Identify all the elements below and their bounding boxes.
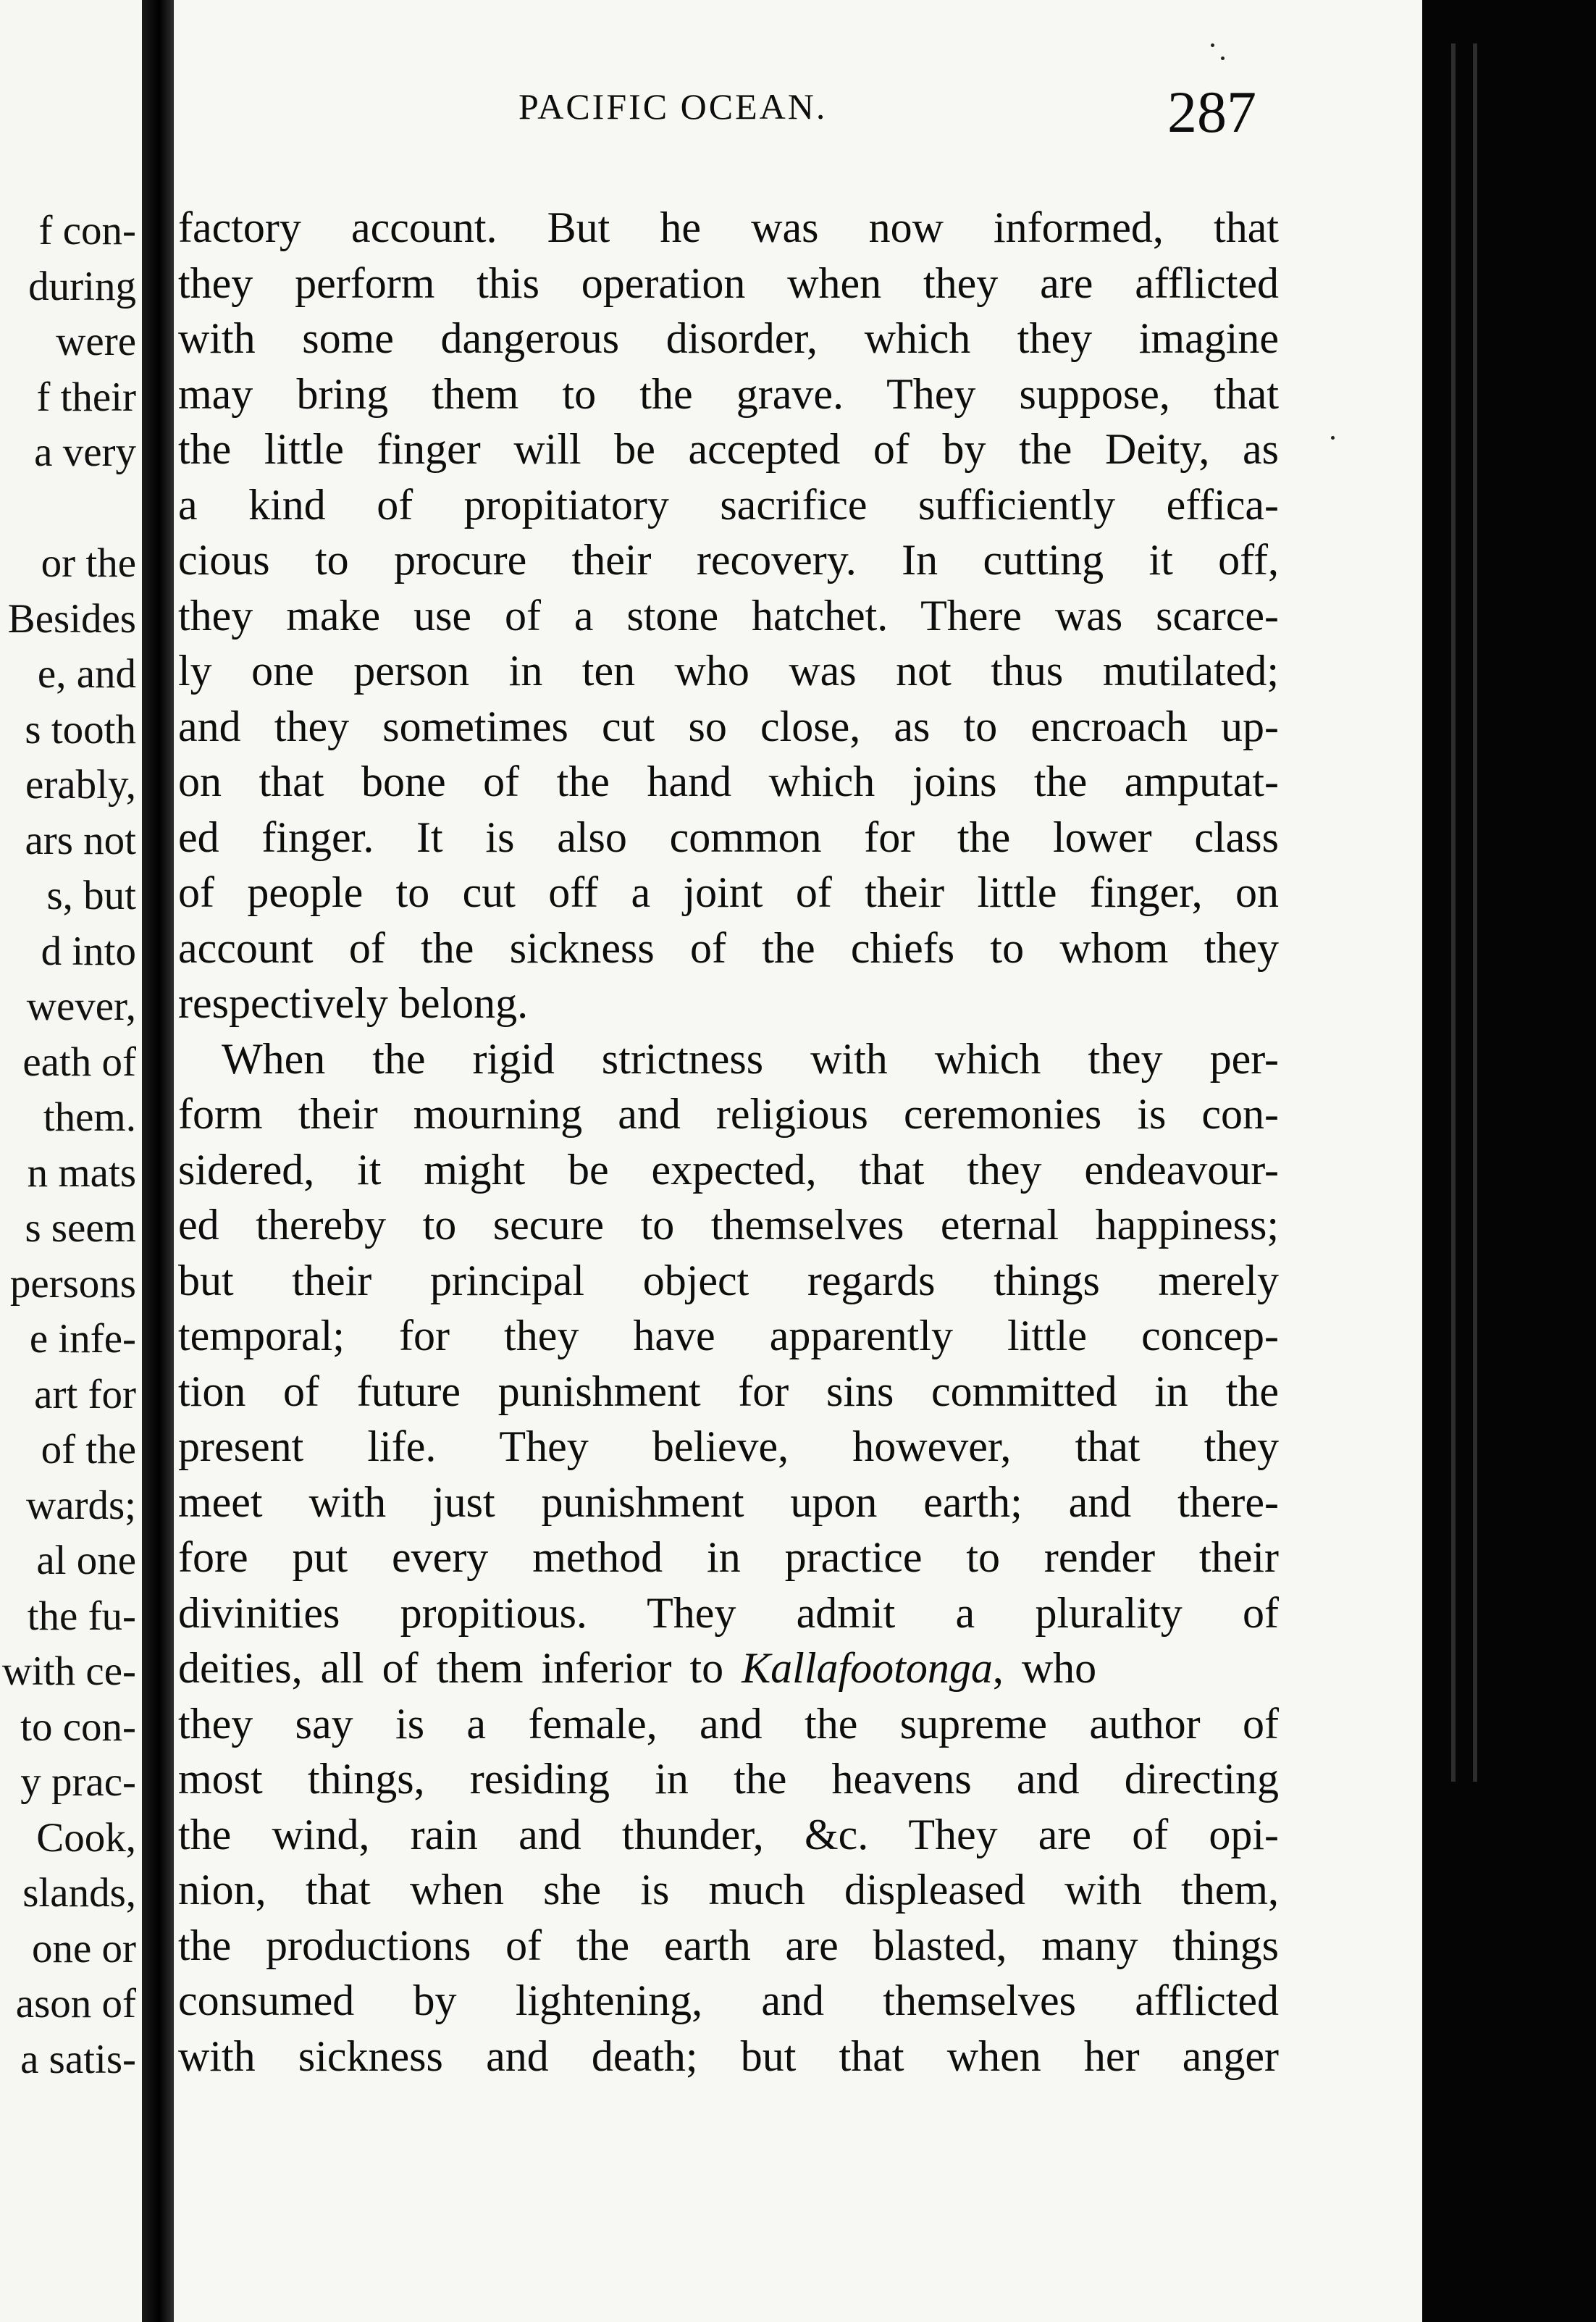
previous-page-line-fragment: e, and <box>37 651 136 697</box>
previous-page-line-fragment: the fu- <box>27 1593 136 1639</box>
page-body-text <box>178 200 1279 2084</box>
text-line: ed thereby to secure to themselves eternal happiness; <box>178 1201 1279 1249</box>
previous-page-line-fragment: one or <box>31 1925 136 1971</box>
text-line: ed finger. It is also common for the lower class <box>178 813 1279 861</box>
previous-page-line-fragment: d into <box>41 928 136 974</box>
book-gutter <box>142 0 171 2322</box>
text-line: fore put every method in practice to render their <box>178 1533 1279 1581</box>
text-line: temporal; for they have apparently little concep- <box>178 1312 1279 1359</box>
previous-page-line-fragment: them. <box>43 1094 136 1140</box>
previous-page-line-fragment: of the <box>41 1427 136 1472</box>
text-line: they make use of a stone hatchet. There was scarce- <box>178 591 1279 640</box>
text-line: account of the sickness of the chiefs to whom they <box>178 923 1279 972</box>
text-line: ly one person in ten who was not thus mutilated; <box>178 647 1279 695</box>
text-line: they say is a female, and the supreme author of <box>178 1699 1279 1748</box>
previous-page-line-fragment: eath of <box>22 1039 136 1085</box>
text-line: tion of future punishment for sins committed in the <box>178 1367 1279 1415</box>
text-line: meet with just punishment upon earth; and there- <box>178 1478 1279 1526</box>
text-line: the productions of the earth are blasted, many things <box>178 1921 1279 1969</box>
text-line: and they sometimes cut so close, as to encroach up- <box>178 702 1279 750</box>
text-line: most things, residing in the heavens and directing <box>178 1755 1279 1803</box>
text-line: they perform this operation when they are afflicted <box>178 259 1279 307</box>
previous-page-line-fragment: wever, <box>26 984 136 1029</box>
previous-page-line-fragment: s tooth <box>25 706 136 753</box>
text-segment: deities, all of them inferior to <box>178 1644 742 1692</box>
text-line: When the rigid strictness with which they per- <box>222 1034 1279 1083</box>
text-line: the wind, rain and thunder, &c. They are of opi- <box>178 1810 1279 1858</box>
text-line: but their principal object regards things merely <box>178 1256 1279 1304</box>
previous-page-line-fragment: ars not <box>25 817 136 863</box>
previous-page-line-fragment: erably, <box>25 762 136 808</box>
ink-speck <box>1331 436 1335 440</box>
running-head: PACIFIC OCEAN. <box>518 86 828 127</box>
text-line: the little finger will be accepted of by the Deity, as <box>178 425 1279 473</box>
previous-page-line-fragment: persons <box>9 1260 136 1307</box>
previous-page-line-fragment: n mats <box>27 1149 136 1196</box>
text-segment: , who <box>992 1644 1097 1692</box>
previous-page-line-fragment: to con- <box>20 1703 136 1750</box>
text-line: may bring them to the grave. They suppose, that <box>178 369 1279 418</box>
text-line: nion, that when she is much displeased with them, <box>178 1866 1279 1914</box>
text-line: a kind of propitiatory sacrifice sufficiently effica- <box>178 480 1279 529</box>
previous-page-line-fragment: s seem <box>25 1205 136 1251</box>
previous-page-line-fragment: wards; <box>26 1482 136 1528</box>
previous-page-line-fragment: with ce- <box>1 1648 136 1694</box>
text-line: consumed by lightening, and themselves afflicted <box>178 1977 1279 2024</box>
previous-page-line-fragment: ason of <box>15 1981 136 2026</box>
previous-page-line-fragment: e infe- <box>29 1316 136 1362</box>
fore-edge-stripe <box>1451 43 1456 1782</box>
text-line: sidered, it might be expected, that they endeavour- <box>178 1145 1279 1194</box>
previous-page-line-fragment: Cook, <box>36 1814 136 1861</box>
previous-page-line-fragment: Besides <box>7 595 136 642</box>
fore-edge-stripe <box>1473 43 1477 1782</box>
text-line: on that bone of the hand which joins the amputat- <box>178 758 1279 805</box>
book-fore-edge <box>1422 0 1596 2322</box>
text-line <box>178 1640 1279 1696</box>
previous-page-line-fragment: f con- <box>38 208 136 253</box>
previous-page-line-fragment: slands, <box>22 1870 136 1916</box>
page-number: 287 <box>1167 79 1256 145</box>
previous-page-line-fragment: al one <box>36 1538 136 1583</box>
text-line: divinities propitious. They admit a plurality of <box>178 1588 1279 1637</box>
text-line: with sickness and death; but that when her anger <box>178 2032 1279 2080</box>
italic-deity-name: Kallafootonga <box>742 1644 993 1692</box>
previous-page-line-fragment: or the <box>41 540 136 586</box>
text-line: with some dangerous disorder, which they imagine <box>178 314 1279 362</box>
previous-page-line-fragment: a satis- <box>20 2036 136 2082</box>
previous-page-edge <box>0 0 142 2322</box>
text-line: present life. They believe, however, that they <box>178 1422 1279 1470</box>
ink-speck <box>1221 56 1225 60</box>
text-line: form their mourning and religious ceremonies is con- <box>178 1090 1279 1138</box>
previous-page-line-fragment: art for <box>34 1371 136 1417</box>
previous-page-line-fragment: during <box>28 263 136 309</box>
text-line: cious to procure their recovery. In cutting it off, <box>178 536 1279 584</box>
previous-page-line-fragment: s, but <box>46 873 136 918</box>
previous-page-line-fragment: were <box>56 319 136 364</box>
previous-page-line-fragment: a very <box>34 429 136 475</box>
text-line: respectively belong. <box>178 979 529 1027</box>
text-line: factory account. But he was now informed, that <box>178 204 1279 251</box>
previous-page-line-fragment: y prac- <box>20 1759 136 1805</box>
previous-page-line-fragment: f their <box>36 374 136 420</box>
text-line: of people to cut off a joint of their little finger, on <box>178 868 1279 916</box>
ink-speck <box>1211 43 1214 47</box>
